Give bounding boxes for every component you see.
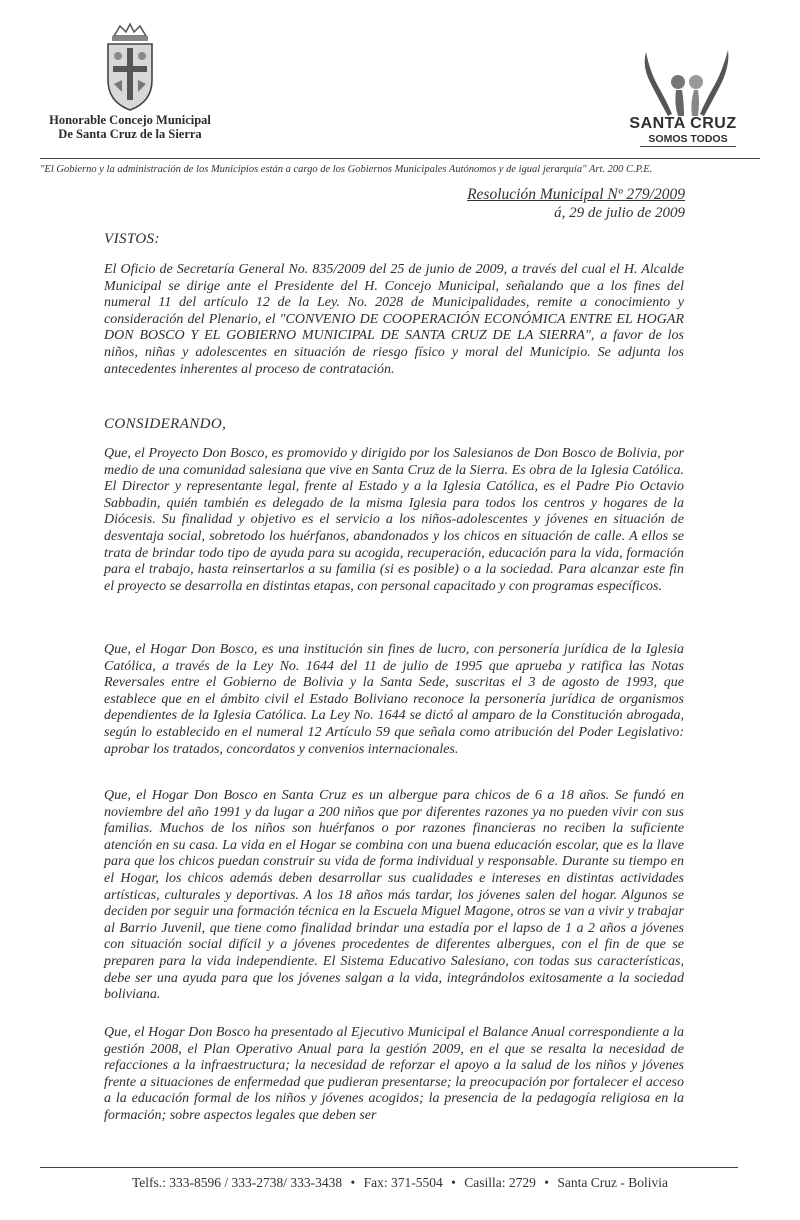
resolution-date: á, 29 de julio de 2009 [554, 205, 685, 221]
brand-slogan: SOMOS TODOS [640, 133, 736, 147]
footer-phones: Telfs.: 333-8596 / 333-2738/ 333-3438 [132, 1175, 343, 1190]
council-name-line1: Honorable Concejo Municipal [49, 113, 211, 127]
footer-divider [40, 1167, 738, 1168]
resolution-title: Resolución Municipal Nº 279/2009 [467, 186, 685, 203]
footer-fax: Fax: 371-5504 [363, 1175, 443, 1190]
considerando-paragraph-3: Que, el Hogar Don Bosco en Santa Cruz es un albergue para chicos de 6 a 18 años. Se fundó en noviembre del año 1991 y da lugar a 200 niños que por diferentes razones ya no pueden vivir con sus familias. Muchos de los niños son huérfanos o por razones financieras no reciben la suficiente atención en su casa. La vida en el Hogar se combina con una buena educación escolar, que es la llave para que los chicos puedan construir su vida de forma individual y responsable. Durante su tiempo en el Hogar, los chicos además deben desarrollar sus cualidades e intereses en distintas actividades artísticas, culturales y deportivas. A los 18 años más tardar, los jóvenes salen del hogar. Algunos se deciden por seguir una formación técnica en la Escuela Miguel Magone, otros se van a vivir y trabajar al Barrio Juvenil, que tiene como finalidad brindar una estadía por el lapso de 1 a 2 años a jóvenes con situación social difícil y a jóvenes procedentes de diferentes albergues, con el fin de que se preparen para la vida independiente. El Sistema Educativo Salesiano, con todas sus características, debe ser una ayuda para que los jóvenes salgan a la vida, integrándolos exitosamente a la sociedad boliviana. [104, 788, 684, 1003]
brand-name: SANTA CRUZ [629, 115, 737, 132]
vistos-heading: VISTOS: [104, 231, 160, 247]
footer-separator: • [544, 1175, 549, 1190]
coat-of-arms-icon [100, 22, 160, 114]
constitution-quote: "El Gobierno y la administración de los Municipios están a cargo de los Gobiernos Municipales Autónomos y de igual jerarquía" Art. 200 C.P.E. [40, 164, 653, 175]
council-name [30, 113, 230, 141]
considerando-paragraph-4: Que, el Hogar Don Bosco ha presentado al Ejecutivo Municipal el Balance Anual correspondiente a la gestión 2008, el Plan Operativo Anual para la gestión 2009, en el que se resalta la necesidad de refacciones a la infraestructura; la necesidad de reforzar el apoyo a la salud de los niños y jóvenes frente a situaciones de enfermedad que pudieran presentarse; la preocupación por fortalecer el acceso a la educación formal de los niños y jóvenes acogidos; la presencia de la pedagogía religiosa en la formación; sobre aspectos legales que deben ser [104, 1025, 684, 1123]
considerando-paragraph-1: Que, el Proyecto Don Bosco, es promovido y dirigido por los Salesianos de Don Bosco de Bolivia, por medio de una comunidad salesiana que vive en Santa Cruz de la Sierra. Es obra de la Iglesia Católica. El Director y representante legal, frente al Estado y a la Iglesia Católica, es el Padre Pio Octavio Sabbadin, quién también es delegado de la misma Iglesia para todos los centros y hogares de la Diócesis. Su finalidad y objetivo es el servicio a los niños-adolescentes y jóvenes en situación de desventaja social, sobretodo los huérfanos, abandonados y los chicos en situación de calle. A ellos se trata de brindar todo tipo de ayuda para su acogida, recuperación, educación para la vida, formación para el trabajo, hasta reinsertarlos a su familia (si es posible) o a la sociedad. Para alcanzar este fin el proyecto se desarrolla en distintas etapas, con personal capacitado y con programas específicos. [104, 446, 684, 594]
footer-city: Santa Cruz - Bolivia [557, 1175, 668, 1190]
header-divider [40, 158, 760, 159]
footer-casilla: Casilla: 2729 [464, 1175, 536, 1190]
considerando-heading: CONSIDERANDO, [104, 416, 227, 432]
vistos-paragraph: El Oficio de Secretaría General No. 835/2009 del 25 de junio de 2009, a través del cual el H. Alcalde Municipal se dirige ante el Presidente del H. Concejo Municipal, señalando que a los fines del numeral 11 del artículo 12 de la Ley. No. 2028 de Municipalidades, remite a conocimiento y consideración del Plenario, el "CONVENIO DE COOPERACIÓN ECONÓMICA ENTRE EL HOGAR DON BOSCO Y EL GOBIERNO MUNICIPAL DE SANTA CRUZ DE LA SIERRA", a favor de los niños, niñas y adolescentes en situación de riesgo físico y moral del Municipio. Se adjunta los antecedentes inherentes al proceso de contratación. [104, 262, 684, 377]
footer-separator: • [451, 1175, 456, 1190]
council-name-line2: De Santa Cruz de la Sierra [58, 127, 202, 141]
footer-separator: • [350, 1175, 356, 1190]
footer-contact [0, 1175, 800, 1191]
considerando-paragraph-2: Que, el Hogar Don Bosco, es una institución sin fines de lucro, con personería jurídica de la Iglesia Católica, a través de la Ley No. 1644 del 11 de julio de 1995 que aprueba y ratifica las Notas Reversales entre el Gobierno de Bolivia y la Santa Sede, suscritas el 3 de agosto de 1993, que establece que en el ámbito civil el Estado Boliviano reconoce la personería jurídica de organismos dependientes de la Iglesia Católica. La Ley No. 1644 se dictó al amparo de la Constitución abrogada, según lo establecido en el numeral 12 Artículo 59 que señala como atribución del Poder Legislativo: aprobar los tratados, concordatos y convenios internacionales. [104, 642, 684, 757]
